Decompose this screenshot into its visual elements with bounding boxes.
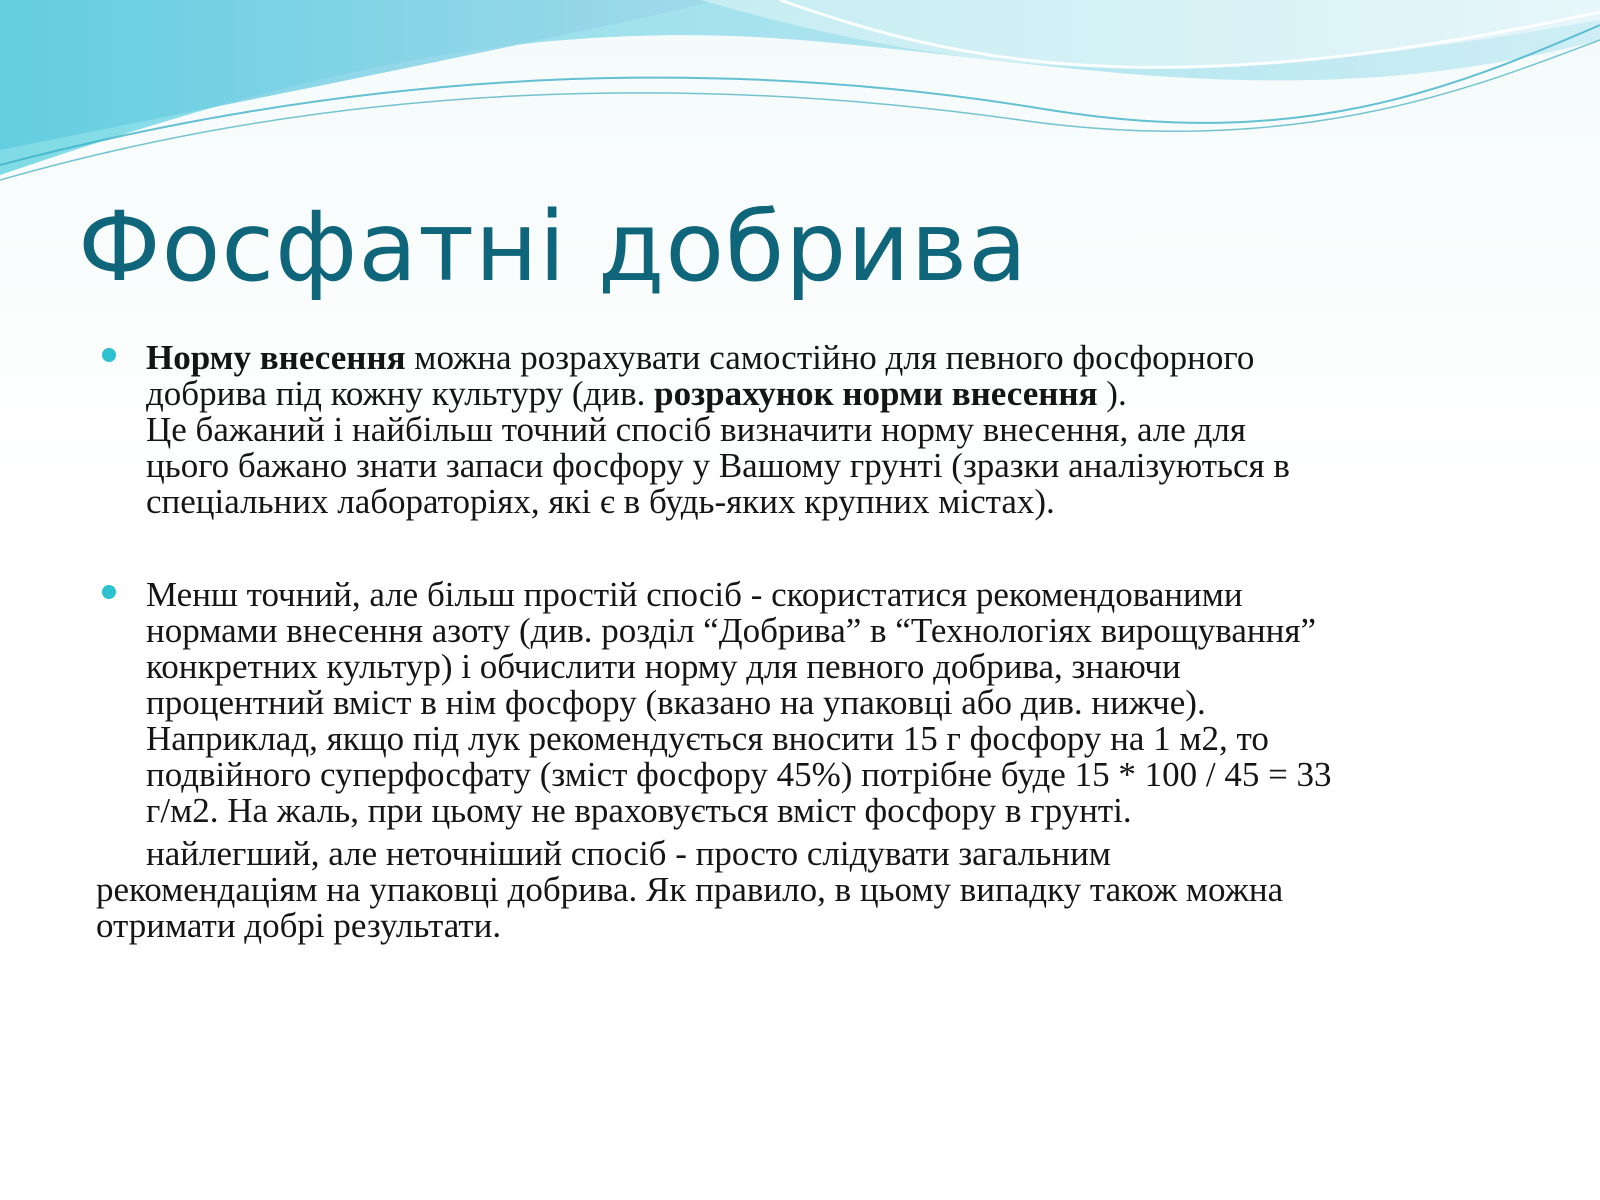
bullet-2-line-4: процентний вміст в нім фосфору (вказано на упаковці або див. нижче). bbox=[146, 683, 1206, 722]
bold-link-text: розрахунок норми внесення bbox=[654, 374, 1098, 413]
text-segment: добрива під кожну культуру (див. bbox=[146, 374, 655, 413]
text-segment: ). bbox=[1097, 374, 1127, 413]
text-segment: можна розрахувати самостійно для певного фосфорного bbox=[405, 338, 1255, 377]
bullet-item-1 bbox=[96, 340, 1516, 520]
bullet-1-line-4: цього бажано знати запаси фосфору у Вашому грунті (зразки аналізуються в bbox=[146, 446, 1290, 485]
bullet-item-2 bbox=[96, 577, 1516, 829]
paragraph-line-1: найлегший, але неточніший спосіб - просто слідувати загальним bbox=[146, 834, 1111, 873]
header-wave-decoration bbox=[0, 0, 1600, 200]
bullet-1-line-3: Це бажаний і найбільш точний спосіб визначити норму внесення, але для bbox=[146, 410, 1246, 449]
bullet-1-line-1 bbox=[146, 340, 1516, 376]
bold-term: Норму внесення bbox=[146, 338, 406, 377]
paragraph-line-2: рекомендаціям на упаковці добрива. Як правило, в цьому випадку також можна bbox=[96, 870, 1284, 909]
bullet-2-line-1: Менш точний, але більш простій спосіб - скористатися рекомендованими bbox=[146, 575, 1243, 614]
bullet-dot-icon bbox=[102, 585, 116, 599]
bullet-1-line-2 bbox=[146, 376, 1516, 412]
bullet-1-line-5: спеціальних лабораторіях, які є в будь-яких крупних містах). bbox=[146, 482, 1055, 521]
bullet-2-line-5: Наприклад, якщо під лук рекомендується вносити 15 г фосфору на 1 м2, то bbox=[146, 719, 1269, 758]
paragraph-line-3: отримати добрі результати. bbox=[96, 906, 502, 945]
bullet-dot-icon bbox=[102, 348, 116, 362]
bullet-2-line-3: конкретних культур) і обчислити норму для певного добрива, знаючи bbox=[146, 647, 1181, 686]
bullet-2-line-6: подвійного суперфосфату (зміст фосфору 45%) потрібне буде 15 * 100 / 45 = 33 bbox=[146, 755, 1332, 794]
slide-title: Фосфатні добрива bbox=[78, 191, 1028, 303]
slide-body bbox=[96, 340, 1516, 944]
plain-paragraph bbox=[96, 836, 1516, 944]
bullet-2-line-2: нормами внесення азоту (див. розділ “Добрива” в “Технологіях вирощування” bbox=[146, 611, 1317, 650]
bullet-2-line-7: г/м2. На жаль, при цьому не враховується вміст фосфору в грунті. bbox=[146, 791, 1132, 830]
